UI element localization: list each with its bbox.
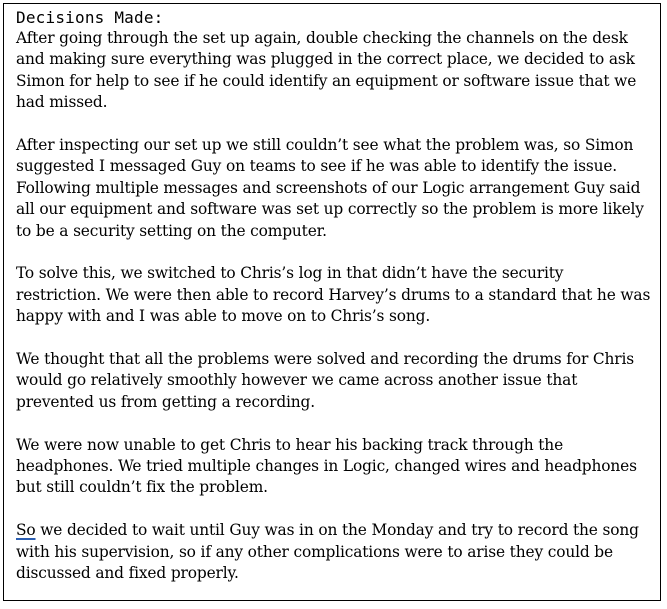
- section-heading: Decisions Made:: [16, 8, 164, 27]
- text-line: but still couldn’t fix the problem.: [16, 478, 268, 497]
- paragraph-6: [16, 520, 660, 584]
- paragraph-4: [16, 349, 660, 413]
- text-line: and making sure everything was plugged in the correct place, we decided to ask: [16, 50, 635, 69]
- text-line: Following multiple messages and screenshots of our Logic arrangement Guy said: [16, 178, 641, 197]
- text-line: restriction. We were then able to record Harvey’s drums to a standard that he was: [16, 285, 651, 304]
- paragraph-3: [16, 263, 660, 327]
- text-line: Simon for help to see if he could identify an equipment or software issue that we: [16, 71, 637, 90]
- text-line: To solve this, we switched to Chris’s log in that didn’t have the security: [16, 264, 564, 283]
- text-line-rest: we decided to wait until Guy was in on the Monday and try to record the song: [35, 521, 639, 540]
- spellcheck-flagged-word: So: [16, 521, 36, 540]
- text-line: After inspecting our set up we still couldn’t see what the problem was, so Simon: [16, 136, 634, 155]
- text-line: We thought that all the problems were solved and recording the drums for Chris: [16, 350, 635, 369]
- text-line: After going through the set up again, double checking the channels on the desk: [16, 29, 628, 47]
- document-box: [3, 3, 661, 601]
- text-line: had missed.: [16, 93, 108, 112]
- text-line: all our equipment and software was set up correctly so the problem is more likely: [16, 200, 644, 219]
- text-line: We were now unable to get Chris to hear his backing track through the: [16, 435, 564, 454]
- text-line: to be a security setting on the computer.: [16, 221, 327, 240]
- paragraph-2: [16, 135, 660, 242]
- text-line: with his supervision, so if any other complications were to arise they could be: [16, 542, 613, 561]
- text-line: suggested I messaged Guy on teams to see if he was able to identify the issue.: [16, 157, 618, 176]
- document-body: [16, 28, 660, 584]
- text-line: headphones. We tried multiple changes in Logic, changed wires and headphones: [16, 457, 637, 476]
- paragraph-1: [16, 28, 660, 114]
- text-line-first: [16, 520, 660, 541]
- text-line: discussed and fixed properly.: [16, 564, 239, 583]
- paragraph-5: [16, 435, 660, 499]
- text-line: happy with and I was able to move on to Chris’s song.: [16, 307, 431, 326]
- text-line: would go relatively smoothly however we came across another issue that: [16, 371, 578, 390]
- text-line: prevented us from getting a recording.: [16, 392, 315, 411]
